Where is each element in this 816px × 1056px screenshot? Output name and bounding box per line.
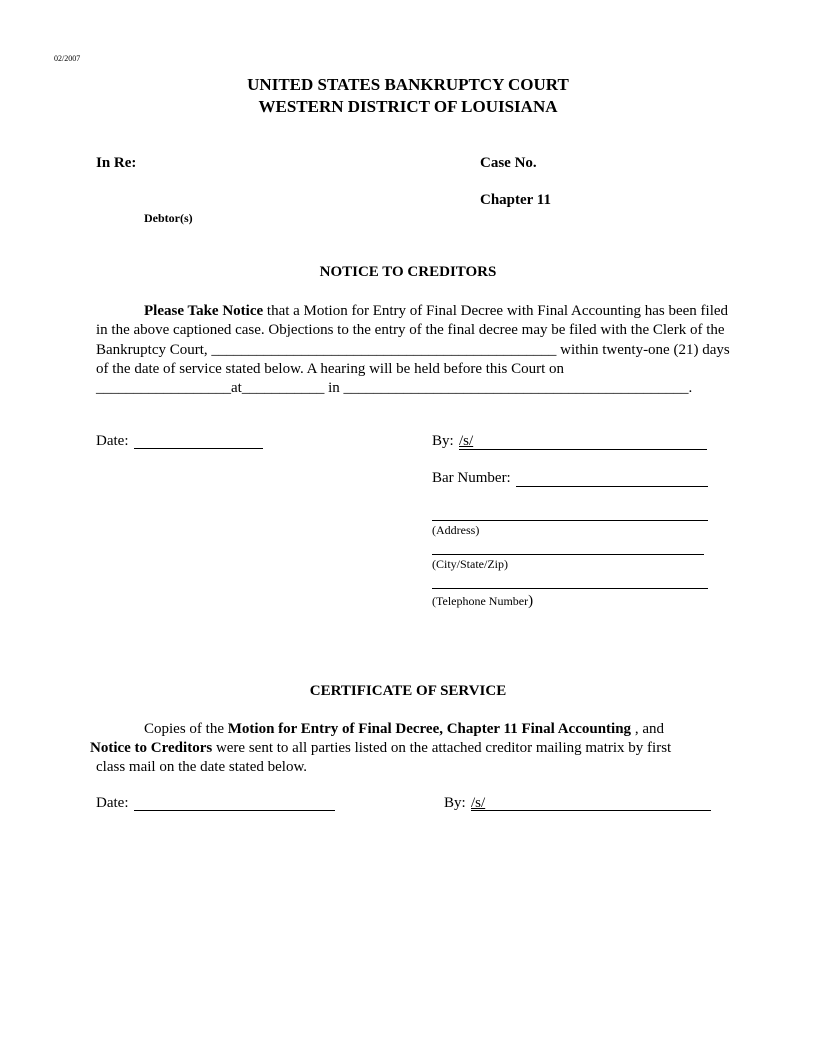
telephone-label-wrap: [432, 592, 533, 610]
notice-date-line[interactable]: [134, 448, 263, 449]
notice-signature-value: /s/: [459, 433, 474, 449]
certificate-signature-value: /s/: [471, 795, 486, 811]
certificate-date-line[interactable]: [134, 810, 335, 811]
notice-title: NOTICE TO CREDITORS: [319, 264, 497, 280]
certificate-text-2: , and: [631, 721, 664, 737]
notice-in: in: [324, 380, 344, 397]
form-code: 02/2007: [54, 54, 81, 63]
certificate-title: CERTIFICATE OF SERVICE: [309, 683, 507, 699]
notice-date-label: Date:: [96, 433, 129, 449]
certificate-text-1: Copies of the: [144, 721, 228, 737]
telephone-label: (Telephone Number: [432, 594, 529, 608]
hearing-location-blank[interactable]: ______________________________________________: [343, 380, 689, 397]
certificate-date-label: Date:: [96, 795, 129, 811]
notice-by-label: By:: [432, 433, 454, 449]
clerk-blank[interactable]: ______________________________________________: [211, 341, 557, 358]
notice-text-2: within twenty-one (21) days of the date of service stated below. A hearing will be held before this Court on: [96, 341, 730, 377]
notice-at: at: [231, 380, 242, 397]
certificate-by-label: By:: [444, 795, 466, 811]
bar-number-line[interactable]: [516, 486, 708, 487]
certificate-paragraph: [90, 720, 740, 777]
certificate-signature-line[interactable]: [471, 810, 711, 811]
city-state-zip-line[interactable]: [432, 554, 704, 555]
court-district: WESTERN DISTRICT OF LOUISIANA: [258, 97, 558, 116]
notice-signature-line[interactable]: [459, 449, 707, 450]
notice-paragraph: [96, 302, 736, 398]
city-state-zip-label: (City/State/Zip): [432, 557, 508, 571]
debtor-label: Debtor(s): [144, 211, 193, 225]
telephone-line[interactable]: [432, 588, 708, 589]
certificate-line-2: [90, 739, 740, 758]
certificate-motion-title: Motion for Entry of Final Decree, Chapter 11 Final Accounting: [227, 721, 632, 737]
certificate-text-3: were sent to all parties listed on the attached creditor mailing matrix by first: [212, 740, 672, 756]
notice-lead: Please Take Notice: [144, 303, 264, 319]
certificate-notice-title: Notice to Creditors: [90, 740, 213, 756]
court-name: UNITED STATES BANKRUPTCY COURT: [247, 75, 569, 94]
certificate-line-1: [90, 720, 740, 739]
telephone-paren: ): [528, 593, 534, 609]
chapter-label: Chapter 11: [480, 192, 551, 208]
address-label: (Address): [432, 523, 480, 537]
in-re-label: In Re:: [96, 155, 137, 171]
bar-number-label: Bar Number:: [432, 470, 511, 486]
case-no-label: Case No.: [480, 155, 537, 171]
certificate-text-4: class mail on the date stated below.: [96, 759, 308, 775]
hearing-time-blank[interactable]: ___________: [241, 380, 325, 397]
address-line[interactable]: [432, 520, 708, 521]
hearing-date-blank[interactable]: __________________: [96, 380, 231, 397]
notice-end: .: [688, 380, 693, 397]
notice-text-1: that a Motion for Entry of Final Decree with Final Accounting has been filed in the above captioned case. Objections to the entry of the final decree may be filed with the Clerk of the Bankruptcy Court,: [96, 303, 729, 358]
